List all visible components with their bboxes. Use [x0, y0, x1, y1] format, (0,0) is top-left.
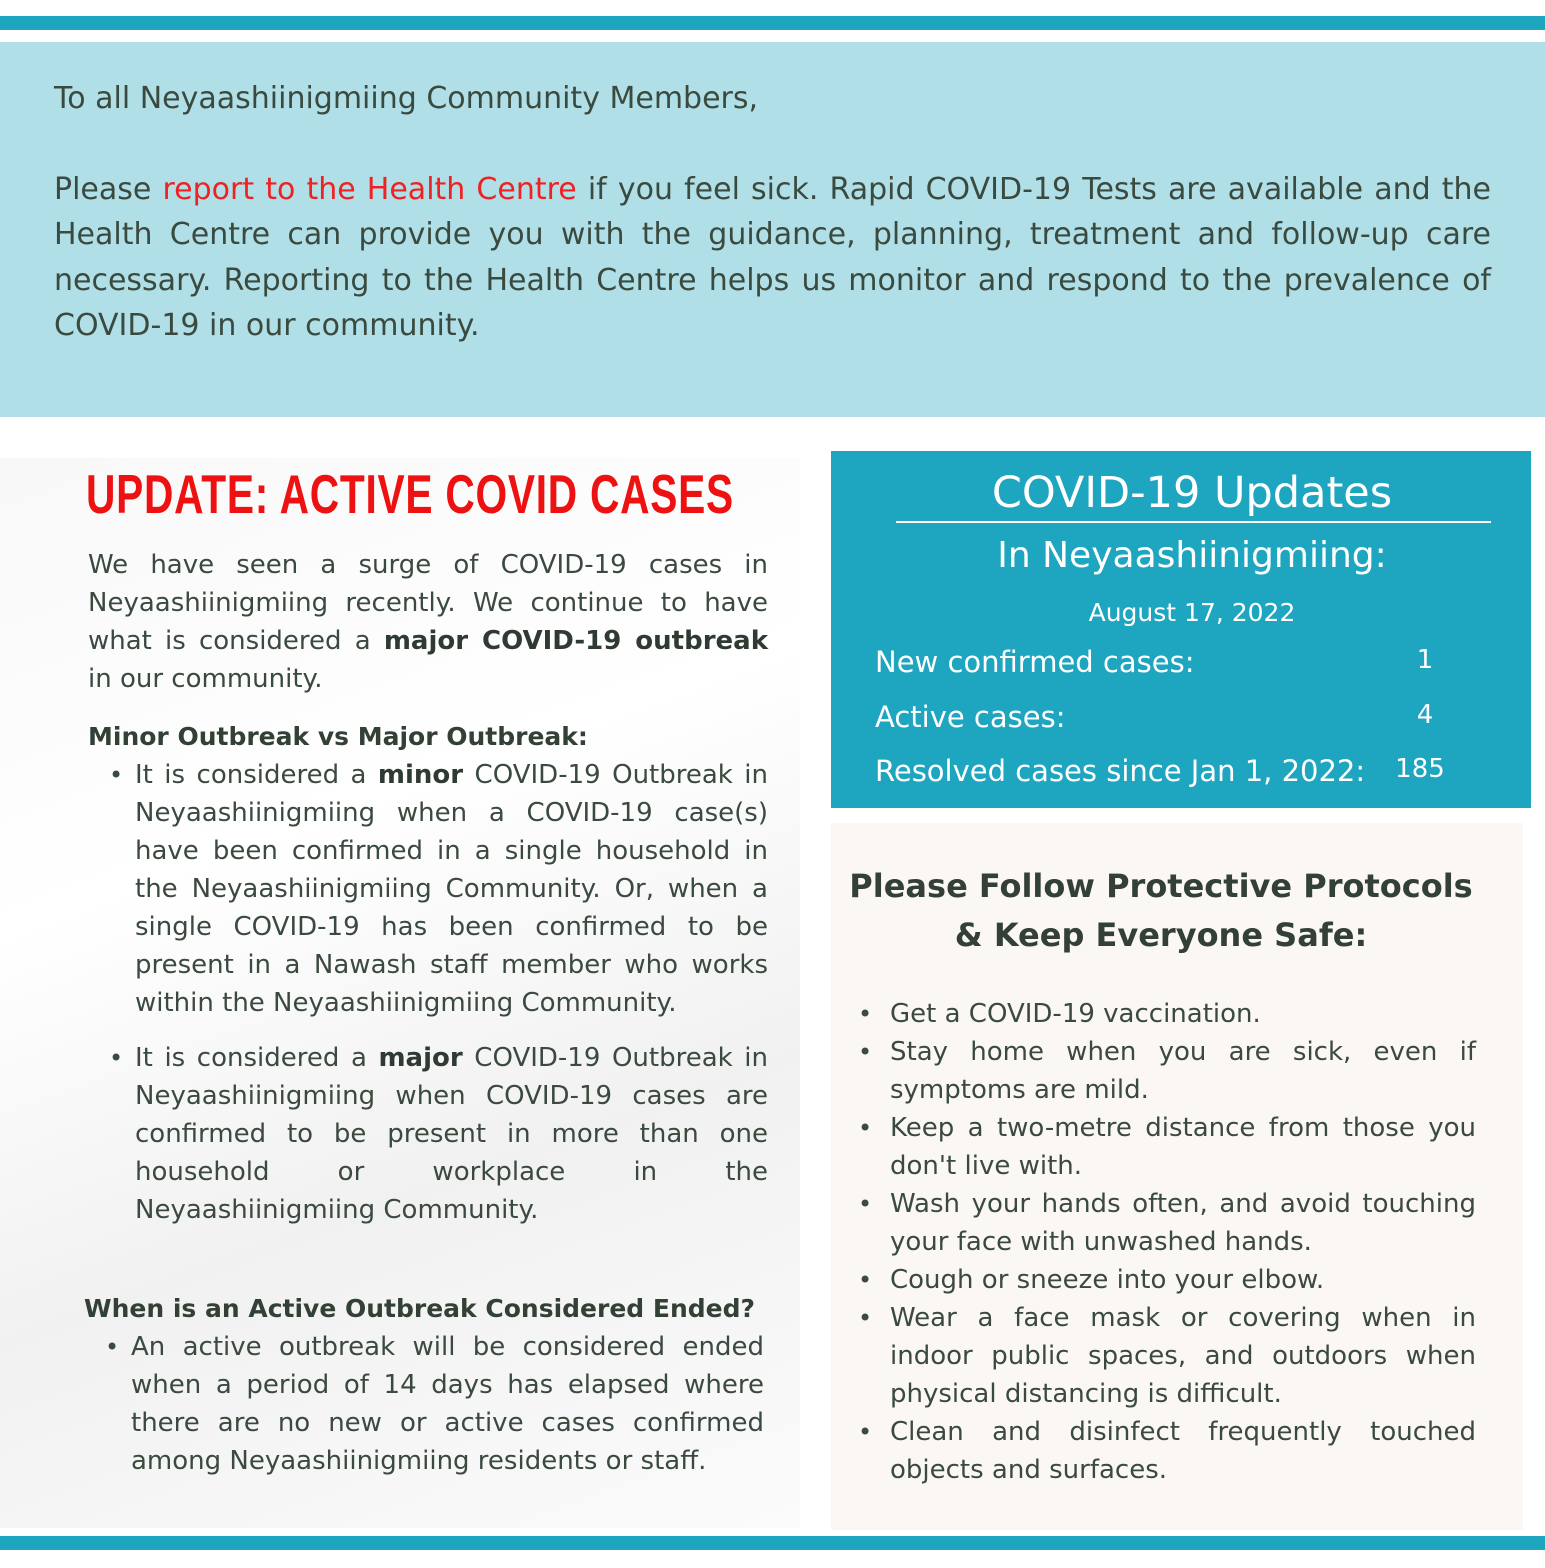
major-item-start: It is considered a [135, 1043, 379, 1073]
covid-stats-box [831, 451, 1531, 808]
protocol-item: • Wash your hands often, and avoid touching your face with unwashed hands. [890, 1185, 1476, 1261]
major-item-end: COVID-19 Outbreak in Neyaashiinigmiing when COVID-19 cases are confirmed to be present in more than one household or workplace in the Neyaashiinigmiing Community. [135, 1043, 768, 1225]
intro-notice [0, 42, 1545, 417]
outbreak-ended-heading: When is an Active Outbreak Considered Ended? [84, 1294, 756, 1323]
stats-title: COVID-19 Updates [991, 468, 1393, 518]
new-cases-label: New confirmed cases: [875, 645, 1195, 679]
minor-item-end: COVID-19 Outbreak in Neyaashiinigmiing when a COVID-19 case(s) have been confirmed in a single household in the Neyaashiinigmiing Community. Or, when a single COVID-19 has been confirmed to be present in a Nawash staff member who works within the Neyaashiinigmiing Community. [135, 760, 768, 1018]
resolved-cases-value: 185 [1395, 754, 1445, 784]
report-highlight: report to the Health Centre [162, 171, 577, 207]
major-emphasis: major [378, 1043, 463, 1073]
active-cases-value: 4 [1416, 700, 1434, 730]
update-paragraph-start: We have seen a surge of COVID-19 cases in Neyaashiinigmiing recently. We continue to have what is considered a [88, 550, 768, 656]
intro-body [54, 167, 1491, 349]
active-cases-label: Active cases: [875, 700, 1066, 734]
protocol-item: • Cough or sneeze into your elbow. [890, 1261, 1476, 1299]
protocol-item: • Get a COVID-19 vaccination. [890, 995, 1476, 1033]
minor-emphasis: minor [377, 760, 464, 790]
outbreak-definitions-list [135, 756, 768, 1229]
outbreak-ended-item: • An active outbreak will be considered ended when a period of 14 days has elapsed where there are no new or active cases confirmed among Neyaashiinigmiing residents or staff. [131, 1328, 764, 1480]
update-paragraph [88, 546, 768, 698]
stats-title-rule [896, 521, 1491, 523]
stats-subtitle: In Neyaashiinigmiing: [997, 535, 1387, 576]
stats-date: August 17, 2022 [1088, 598, 1296, 627]
minor-major-heading: Minor Outbreak vs Major Outbreak: [88, 722, 588, 751]
update-title: UPDATE: ACTIVE COVID CASES [86, 463, 734, 525]
protocols-heading-line1: Please Follow Protective Protocols [849, 867, 1473, 905]
protocol-item: • Stay home when you are sick, even if symptoms are mild. [890, 1033, 1476, 1109]
protocol-item: • Wear a face mask or covering when in indoor public spaces, and outdoors when physical distancing is difficult. [890, 1299, 1476, 1413]
minor-outbreak-item [135, 756, 768, 1022]
intro-body-end: if you feel sick. Rapid COVID-19 Tests are available and the Health Centre can provide you with the guidance, planning, treatment and follow-up care necessary. Reporting to the Health Centre helps us monitor and respond to the prevalence of COVID-19 in our community. [54, 171, 1491, 343]
major-outbreak-emphasis: major COVID-19 outbreak [383, 626, 768, 656]
protocols-heading [831, 862, 1491, 960]
greeting: To all Neyaashiinigmiing Community Members, [54, 81, 759, 116]
protocols-heading-line2: & Keep Everyone Safe: [954, 916, 1368, 954]
minor-item-start: It is considered a [135, 760, 378, 790]
outbreak-ended-list [131, 1328, 764, 1480]
top-accent-bar [0, 16, 1545, 30]
resolved-cases-label: Resolved cases since Jan 1, 2022: [875, 754, 1366, 788]
protocol-item: • Clean and disinfect frequently touched objects and surfaces. [890, 1413, 1476, 1489]
new-cases-value: 1 [1416, 645, 1434, 675]
major-outbreak-item [135, 1039, 768, 1229]
protocol-item: • Keep a two-metre distance from those you don't live with. [890, 1109, 1476, 1185]
update-paragraph-end: in our community. [88, 664, 323, 694]
protocols-list [890, 995, 1476, 1489]
intro-body-start: Please [54, 171, 163, 207]
bottom-accent-bar [0, 1536, 1545, 1550]
